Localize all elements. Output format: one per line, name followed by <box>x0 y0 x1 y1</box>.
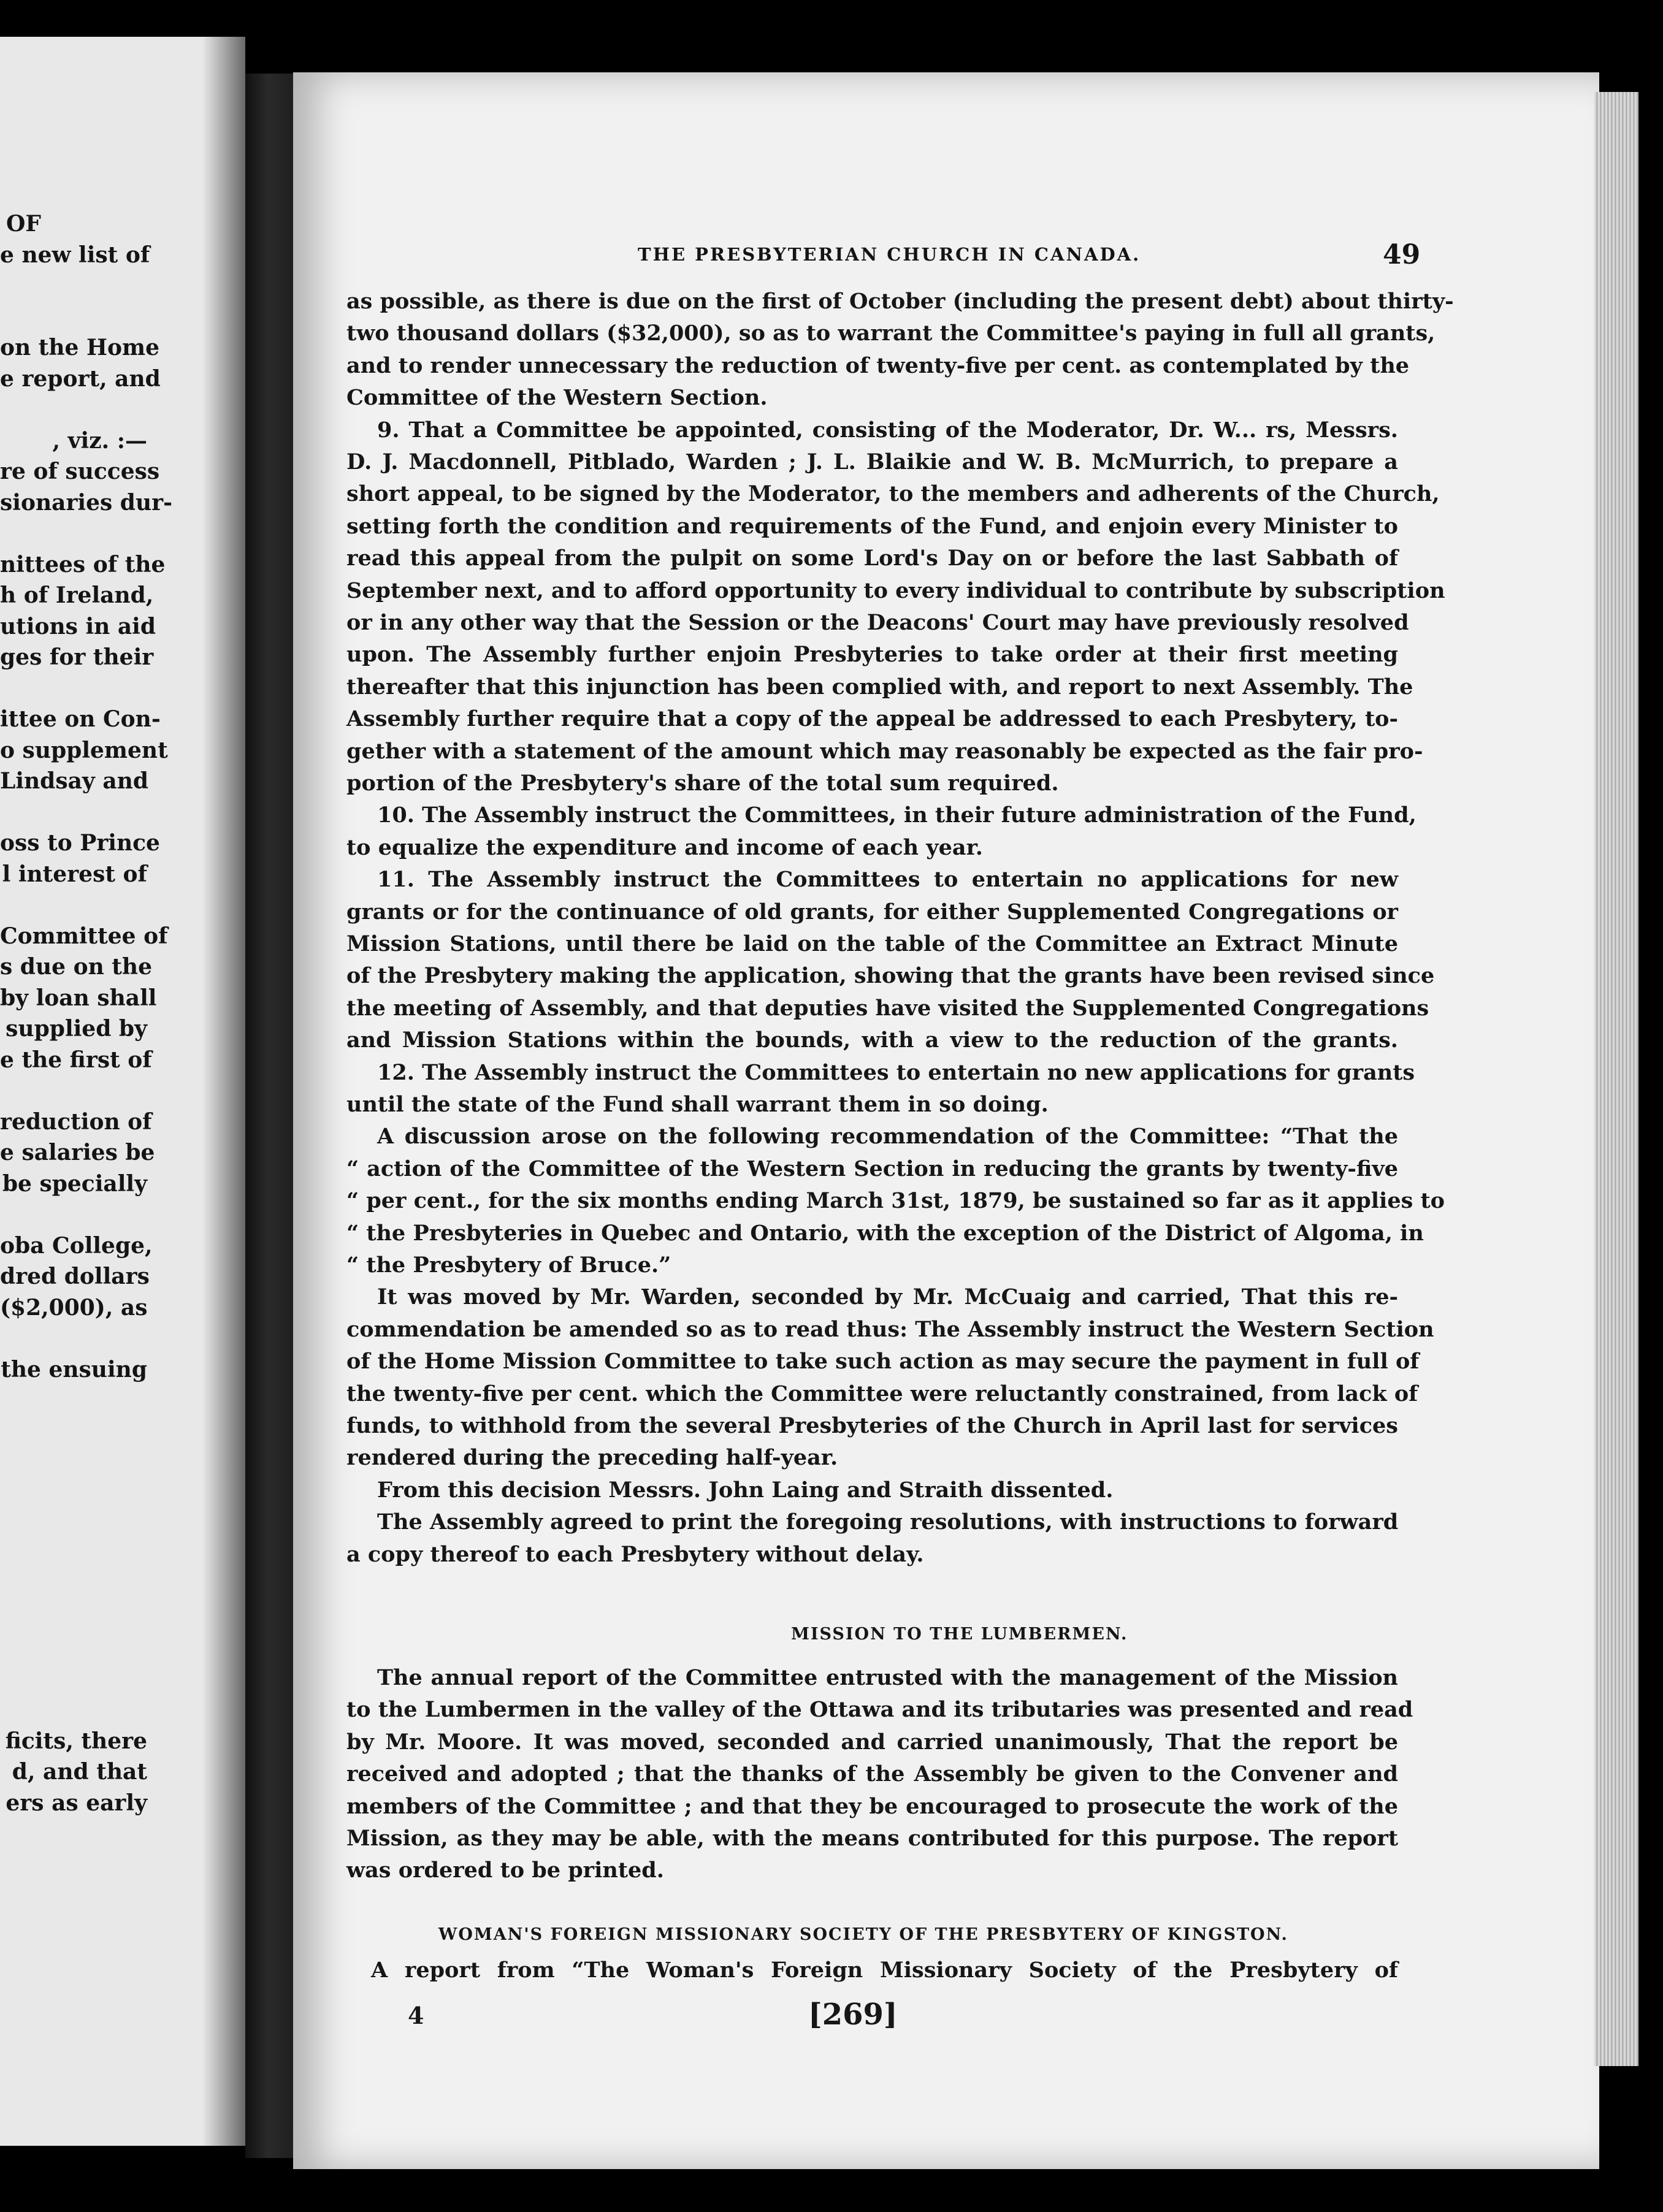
body-line: to the Lumbermen in the valley of the Ottawa and its tributaries was presented and read <box>346 1697 1413 1723</box>
left-page-line: e the first of <box>0 1047 152 1073</box>
left-page-line: Committee of <box>0 923 168 949</box>
left-page-line: e report, and <box>0 365 161 392</box>
body-line: to equalize the expenditure and income of each year. <box>346 834 983 860</box>
left-page-fragment <box>0 37 245 2146</box>
page-edges <box>1594 92 1638 2066</box>
left-page-line: re of success <box>0 459 160 484</box>
body-line: rendered during the preceding half-year. <box>346 1445 838 1471</box>
running-head: THE PRESBYTERIAN CHURCH IN CANADA. <box>638 244 1141 265</box>
body-line: From this decision Messrs. John Laing and Straith dissented. <box>377 1477 1114 1503</box>
body-line: the twenty-five per cent. which the Committee were reluctantly constrained, from lack of <box>346 1381 1418 1406</box>
left-page-line: o supplement <box>0 737 168 763</box>
section-heading-lumbermen: MISSION TO THE LUMBERMEN. <box>791 1625 1128 1644</box>
body-line: grants or for the continuance of old grants, for either Supplemented Congregations or <box>346 899 1398 925</box>
body-line: 12. The Assembly instruct the Committees to entertain no new applications for grants <box>377 1059 1415 1085</box>
body-line: gether with a statement of the amount which may reasonably be expected as the fair pro- <box>346 738 1423 764</box>
body-line: Committee of the Western Section. <box>346 385 768 411</box>
body-line: or in any other way that the Session or the Deacons' Court may have previously resolved <box>346 610 1409 635</box>
body-line: 11. The Assembly instruct the Committees to entertain no applications for new <box>377 867 1398 893</box>
left-page-line: d, and that <box>12 1759 147 1785</box>
body-line: of the Presbytery making the application, showing that the grants have been revised since <box>346 963 1435 989</box>
sheet-number: [269] <box>808 1997 898 2032</box>
body-line: “ the Presbyteries in Quebec and Ontario, with the exception of the District of Algoma, in <box>346 1220 1424 1246</box>
body-line: upon. The Assembly further enjoin Presbyteries to take order at their first meeting <box>346 642 1398 668</box>
left-page-line: ficits, there <box>5 1728 147 1754</box>
body-line: 10. The Assembly instruct the Committees, in their future administration of the Fund, <box>377 803 1416 828</box>
left-page-line: s due on the <box>0 954 153 980</box>
body-line: September next, and to afford opportunity to every individual to contribute by subscription <box>346 578 1445 603</box>
left-page-line: reduction of <box>0 1108 152 1135</box>
left-page-line: ittee on Con- <box>0 706 161 732</box>
section-heading-womans-society: WOMAN'S FOREIGN MISSIONARY SOCIETY OF THE PRESBYTERY OF KINGSTON. <box>438 1925 1288 1944</box>
left-page-line: ers as early <box>6 1790 147 1816</box>
left-page-line: e salaries be <box>0 1140 155 1165</box>
left-page-line: e new list of <box>0 242 150 268</box>
left-page-line: ($2,000), as <box>0 1294 148 1321</box>
body-line: Mission, as they may be able, with the means contributed for this purpose. The report <box>346 1826 1398 1851</box>
body-line: short appeal, to be signed by the Moderator, to the members and adherents of the Church, <box>346 481 1440 507</box>
body-line: and to render unnecessary the reduction of twenty-five per cent. as contemplated by the <box>346 353 1410 378</box>
body-line: by Mr. Moore. It was moved, seconded and carried unanimously, That the report be <box>346 1729 1398 1755</box>
body-line: thereafter that this injunction has been complied with, and report to next Assembly. The <box>346 674 1413 700</box>
body-line: “ the Presbytery of Bruce.” <box>346 1253 671 1278</box>
body-line: A discussion arose on the following recommendation of the Committee: “That the <box>377 1124 1398 1150</box>
left-page-line: oba College, <box>0 1232 153 1259</box>
body-line: members of the Committee ; and that they be encouraged to prosecute the work of the <box>346 1793 1398 1819</box>
body-line: two thousand dollars ($32,000), so as to warrant the Committee's paying in full all grants, <box>346 321 1436 346</box>
left-page-line: on the Home <box>0 335 159 360</box>
body-line: funds, to withhold from the several Presbyteries of the Church in April last for services <box>346 1413 1398 1438</box>
body-line: as possible, as there is due on the first of October (including the present debt) about thirty- <box>346 289 1454 314</box>
body-line: “ per cent., for the six months ending March 31st, 1879, be sustained so far as it applies to <box>346 1188 1445 1214</box>
left-page-line: by loan shall <box>0 985 157 1011</box>
body-line: received and adopted ; that the thanks of the Assembly be given to the Convener and <box>346 1761 1398 1787</box>
body-line: The Assembly agreed to print the foregoing resolutions, with instructions to forward <box>377 1509 1399 1535</box>
body-line: setting forth the condition and requirements of the Fund, and enjoin every Minister to <box>346 513 1398 539</box>
left-page-line: be specially <box>2 1170 147 1197</box>
body-line: The annual report of the Committee entrusted with the management of the Mission <box>377 1665 1398 1690</box>
left-page-line: h of Ireland, <box>0 582 154 608</box>
left-page-line: supplied by <box>6 1016 147 1042</box>
body-line: Assembly further require that a copy of the appeal be addressed to each Presbytery, to- <box>346 706 1398 732</box>
left-page-line: ges for their <box>0 644 154 670</box>
body-line: commendation be amended so as to read thus: The Assembly instruct the Western Section <box>346 1316 1434 1342</box>
left-page-line: Lindsay and <box>0 768 149 794</box>
left-page-line: OF <box>6 211 41 237</box>
left-page-line: nittees of the <box>0 551 166 578</box>
body-line: portion of the Presbytery's share of the total sum required. <box>346 771 1059 796</box>
body-line: was ordered to be printed. <box>346 1858 664 1883</box>
body-line: A report from “The Woman's Foreign Missionary Society of the Presbytery of <box>371 1958 1398 1983</box>
signature-mark: 4 <box>408 2002 424 2029</box>
page-number: 49 <box>1383 239 1421 270</box>
body-line: and Mission Stations within the bounds, with a view to the reduction of the grants. <box>346 1028 1398 1053</box>
left-page-line: the ensuing <box>1 1356 147 1382</box>
body-line: the meeting of Assembly, and that deputies have visited the Supplemented Congregations <box>346 995 1429 1021</box>
body-line: 9. That a Committee be appointed, consisting of the Moderator, Dr. W... rs, Messrs. <box>377 417 1398 443</box>
left-page-line: l interest of <box>2 861 147 887</box>
body-line: read this appeal from the pulpit on some Lord's Day on or before the last Sabbath of <box>346 546 1398 571</box>
left-page-line: dred dollars <box>0 1264 150 1289</box>
left-page-line: sionaries dur- <box>0 489 173 516</box>
body-line: Mission Stations, until there be laid on the table of the Committee an Extract Minute <box>346 931 1398 956</box>
body-line: “ action of the Committee of the Western Section in reducing the grants by twenty-five <box>346 1156 1398 1181</box>
left-page-line: , viz. :— <box>52 427 147 454</box>
body-line: D. J. Macdonnell, Pitblado, Warden ; J. L. Blaikie and W. B. McMurrich, to prepare a <box>346 449 1398 475</box>
left-page-line: oss to Prince <box>0 830 160 856</box>
body-line: until the state of the Fund shall warrant them in so doing. <box>346 1092 1049 1117</box>
body-line: a copy thereof to each Presbytery without delay. <box>346 1541 924 1567</box>
body-line: of the Home Mission Committee to take such action as may secure the payment in full of <box>346 1349 1420 1375</box>
body-line: It was moved by Mr. Warden, seconded by Mr. McCuaig and carried, That this re- <box>377 1284 1398 1310</box>
left-page-line: utions in aid <box>0 613 156 639</box>
